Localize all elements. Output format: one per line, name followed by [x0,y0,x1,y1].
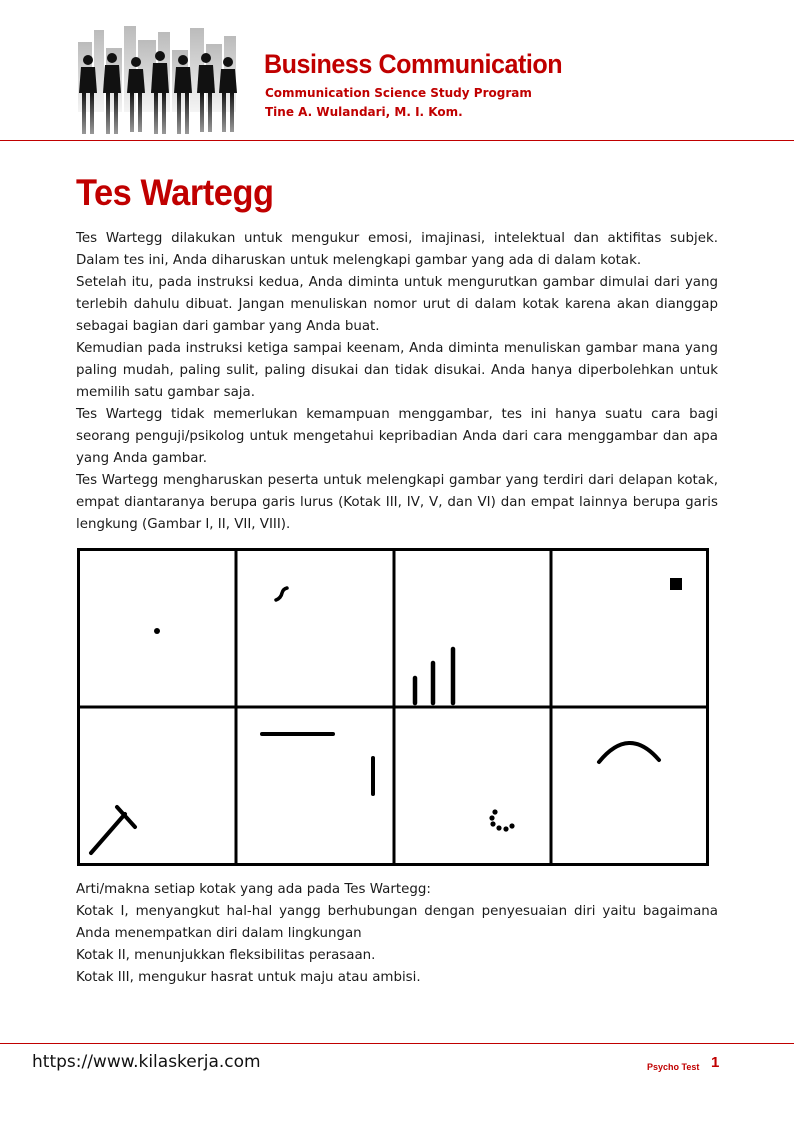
study-program: Communication Science Study Program [265,86,532,100]
header-divider [0,140,794,141]
paragraph: Tes Wartegg tidak memerlukan kemampuan menggambar, tes ini hanya suatu cara bagi seorang penguji/psikolog untuk mengetahui kepribadian Anda dari cara menggambar dan apa yang Anda gambar. [76,407,718,466]
stimulus-arc [599,743,659,762]
stimulus-cross-line [117,807,135,827]
stimulus-dot [489,815,494,820]
wartegg-test-figure [77,548,709,866]
paragraph: Tes Wartegg mengharuskan peserta untuk melengkapi gambar yang terdiri dari delapan kotak, empat diantaranya berupa garis lurus (Kotak III, IV, V, dan VI) dan empat lainnya berupa garis lengkung (Gambar I, II, VII, VIII). [76,473,718,532]
wartegg-box-8 [599,743,659,762]
wartegg-box-3 [415,649,453,703]
page-number: 1 [711,1054,720,1071]
paragraph: Kotak III, mengukur hasrat untuk maju atau ambisi. [76,970,421,985]
wartegg-box-4 [670,578,682,590]
stimulus-dot [503,826,508,831]
footer-section-label: Psycho Test [647,1062,700,1072]
stimulus-black-square [670,578,682,590]
author-name: Tine A. Wulandari, M. I. Kom. [265,105,463,119]
stimulus-dot [509,823,514,828]
document-title: Business Communication [264,49,563,79]
wartegg-box-1 [154,628,160,634]
footer-website-link[interactable]: https://www.kilaskerja.com [32,1052,261,1072]
person-silhouette [151,51,169,134]
intro-text [76,228,718,536]
stimulus-dot [492,809,497,814]
stimulus-dot [154,628,160,634]
stimulus-dot [490,821,495,826]
business-people-skyline-illustration [72,22,244,138]
paragraph: Kotak II, menunjukkan fleksibilitas perasaan. [76,948,376,963]
stimulus-diagonal-line [91,814,125,853]
stimulus-dot [496,825,501,830]
section-title: Tes Wartegg [76,172,274,213]
paragraph: Setelah itu, pada instruksi kedua, Anda diminta untuk mengurutkan gambar dimulai dari yang terlebih dahulu dibuat. Jangan menuliskan nomor urut di dalam kotak karena akan dianggap sebagai bagian dari gambar yang Anda buat. [76,275,718,334]
paragraph: Tes Wartegg dilakukan untuk mengukur emosi, imajinasi, intelektual dan aktifitas subjek. Dalam tes ini, Anda diharuskan untuk melengkapi gambar yang ada di dalam kotak. [76,231,718,268]
stimulus-small-curve [276,588,287,600]
wartegg-box-6 [262,734,373,794]
paragraph: Kotak I, menyangkut hal-hal yangg berhubungan dengan penyesuaian diri yaitu bagaimana Anda menempatkan diri dalam lingkungan [76,904,718,941]
wartegg-box-5 [91,807,135,853]
footer-divider [0,1043,794,1044]
wartegg-grid [79,550,708,865]
box-meaning-text [76,879,718,989]
wartegg-box-7 [489,809,514,831]
wartegg-box-2 [276,588,287,600]
paragraph: Arti/makna setiap kotak yang ada pada Tes Wartegg: [76,882,431,897]
paragraph: Kemudian pada instruksi ketiga sampai keenam, Anda diminta menuliskan gambar mana yang paling mudah, paling sulit, paling disukai dan tidak disukai. Anda hanya diperbolehkan untuk memilih satu gambar saja. [76,341,718,400]
